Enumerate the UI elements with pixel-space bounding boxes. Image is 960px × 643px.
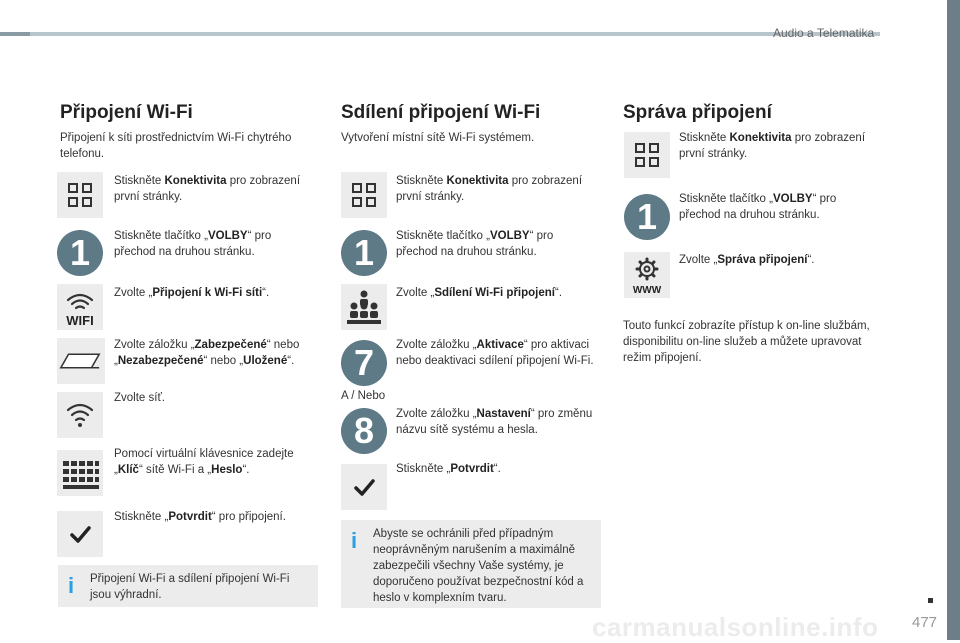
number-badge-icon: 1 [57,230,103,276]
step-text: Zvolte záložku „Nastavení“ pro změnu názvu sítě systému a hesla. [396,408,593,436]
step-text: Stiskněte tlačítko „VOLBY“ pro přechod na druhou stránku. [396,230,554,258]
grid-icon [57,172,103,218]
title-wifi-connection: Připojení Wi-Fi [60,102,193,123]
gear-www-icon [624,252,670,298]
page-edge-bar [947,0,960,640]
step-text: Stiskněte tlačítko „VOLBY“ pro přechod na druhou stránku. [114,230,272,258]
step-text: Zvolte záložku „Zabezpečené“ nebo „Nezabezpečené“ nebo „Uložené“. [114,339,300,367]
info-note: i Připojení Wi-Fi a sdílení připojení Wi-Fi jsou výhradní. [58,565,318,607]
info-icon: i [68,573,75,598]
step-text: Zvolte síť. [114,392,165,404]
intro-wifi-connection: Připojení k síti prostřednictvím Wi-Fi chytrého telefonu. [60,132,292,160]
number-badge-icon: 8 [341,408,387,454]
header-rule [0,32,880,36]
check-icon [341,464,387,510]
number-badge-icon: 7 [341,340,387,386]
wifi-icon [57,284,103,330]
page-marker [928,598,933,603]
step-text: Zvolte „Sdílení Wi-Fi připojení“. [396,287,563,299]
grid-icon [624,132,670,178]
step-text: Stiskněte Konektivita pro zobrazení první stránky. [679,132,866,160]
or-label: A / Nebo [341,390,386,402]
keyboard-icon [57,450,103,496]
tab-icon [57,338,105,384]
step-text: Stiskněte „Potvrdit“. [396,463,501,475]
step-text: Stiskněte Konektivita pro zobrazení první stránky. [114,175,301,203]
step-text: Zvolte záložku „Aktivace“ pro aktivaci nebo deaktivaci sdílení připojení Wi-Fi. [396,339,594,367]
intro-wifi-sharing: Vytvoření místní sítě Wi-Fi systémem. [341,132,535,144]
info-note: i Abyste se ochránili před případným neoprávněným narušením a maximálně zabezpečili všechny Vaše systémy, je doporučeno používat bezpečnostní kód a heslo v komplexním tvaru. [341,520,601,608]
title-wifi-sharing: Sdílení připojení Wi-Fi [341,102,541,123]
step-text: Pomocí virtuální klávesnice zadejte „Klíč“ sítě Wi-Fi a „Heslo“. [114,448,294,476]
page-number: 477 [912,614,938,631]
number-badge-icon: 1 [624,194,670,240]
grid-icon [341,172,387,218]
title-connection-management: Správa připojení [623,102,772,123]
header-rule-accent [0,32,30,36]
step-text: Stiskněte tlačítko „VOLBY“ pro přechod na druhou stránku. [679,193,837,221]
step-text: Zvolte „Správa připojení“. [679,254,815,266]
watermark: carmanualsonline.info [592,612,879,642]
section-header: Audio a Telematika [773,26,875,40]
connection-management-description: Touto funkcí zobrazíte přístup k on-line službám, disponibilitu on-line služeb a můžete upravovat režim připojení. [623,320,870,364]
www-label: WWW [632,285,662,296]
step-text: Zvolte „Připojení k Wi-Fi síti“. [114,287,270,299]
step-text: Stiskněte „Potvrdit“ pro připojení. [114,511,286,523]
people-icon [341,284,387,330]
info-icon: i [351,528,358,553]
check-icon [57,511,103,557]
number-badge-icon: 1 [341,230,387,276]
step-text: Stiskněte Konektivita pro zobrazení první stránky. [396,175,583,203]
wifi-network-icon [57,392,103,438]
wifi-label: WIFI [66,313,94,328]
